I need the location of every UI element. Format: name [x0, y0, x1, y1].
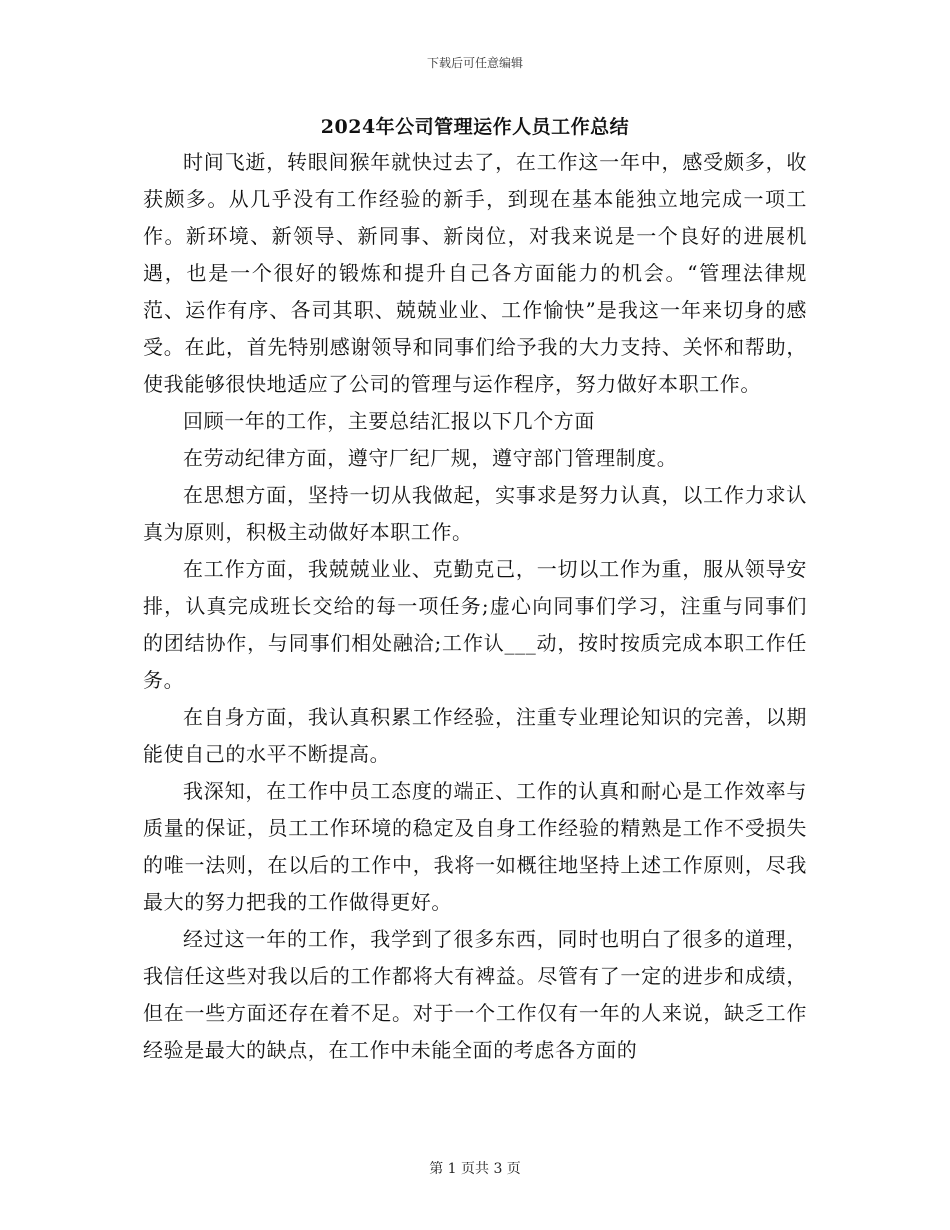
document-body [143, 144, 807, 1069]
paragraph-work: 在工作方面，我兢兢业业、克勤克己，一切以工作为重，服从领导安排，认真完成班长交给的每一项任务;虚心向同事们学习，注重与同事们的团结协作，与同事们相处融洽;工作认___动，按时按质完成本职工作任务。 [143, 557, 807, 692]
page-indicator: 第 1 页共 3 页 [429, 1161, 521, 1177]
header-note: 下载后可任意编辑 [426, 56, 523, 70]
paragraph-review: 回顾一年的工作，主要总结汇报以下几个方面 [183, 409, 595, 433]
paragraph-reflection: 经过这一年的工作，我学到了很多东西，同时也明白了很多的道理，我信任这些对我以后的工作都将大有裨益。尽管有了一定的进步和成绩，但在一些方面还存在着不足。对于一个工作仅有一年的人来说，缺乏工作经验是最大的缺点，在工作中未能全面的考虑各方面的 [143, 927, 807, 1062]
paragraph-thought: 在思想方面，坚持一切从我做起，实事求是努力认真，以工作力求认真为原则，积极主动做好本职工作。 [143, 483, 807, 544]
document-title: 2024年公司管理运作人员工作总结 [320, 116, 630, 138]
paragraph-principle: 我深知，在工作中员工态度的端正、工作的认真和耐心是工作效率与质量的保证，员工工作环境的稳定及自身工作经验的精熟是工作不受损失的唯一法则，在以后的工作中，我将一如概往地坚持上述工作原则，尽我最大的努力把我的工作做得更好。 [143, 779, 807, 914]
paragraph-discipline: 在劳动纪律方面，遵守厂纪厂规，遵守部门管理制度。 [183, 446, 678, 470]
paragraph-self: 在自身方面，我认真积累工作经验，注重专业理论知识的完善，以期能使自己的水平不断提高。 [143, 705, 807, 766]
paragraph-intro: 时间飞逝，转眼间猴年就快过去了，在工作这一年中，感受颇多，收获颇多。从几乎没有工作经验的新手，到现在基本能独立地完成一项工作。新环境、新领导、新同事、新岗位，对我来说是一个良好的进展机遇，也是一个很好的锻炼和提升自己各方面能力的机会。“管理法律规范、运作有序、各司其职、兢兢业业、工作愉快”是我这一年来切身的感受。在此，首先特别感谢领导和同事们给予我的大力支持、关怀和帮助，使我能够很快地适应了公司的管理与运作程序，努力做好本职工作。 [143, 150, 807, 396]
